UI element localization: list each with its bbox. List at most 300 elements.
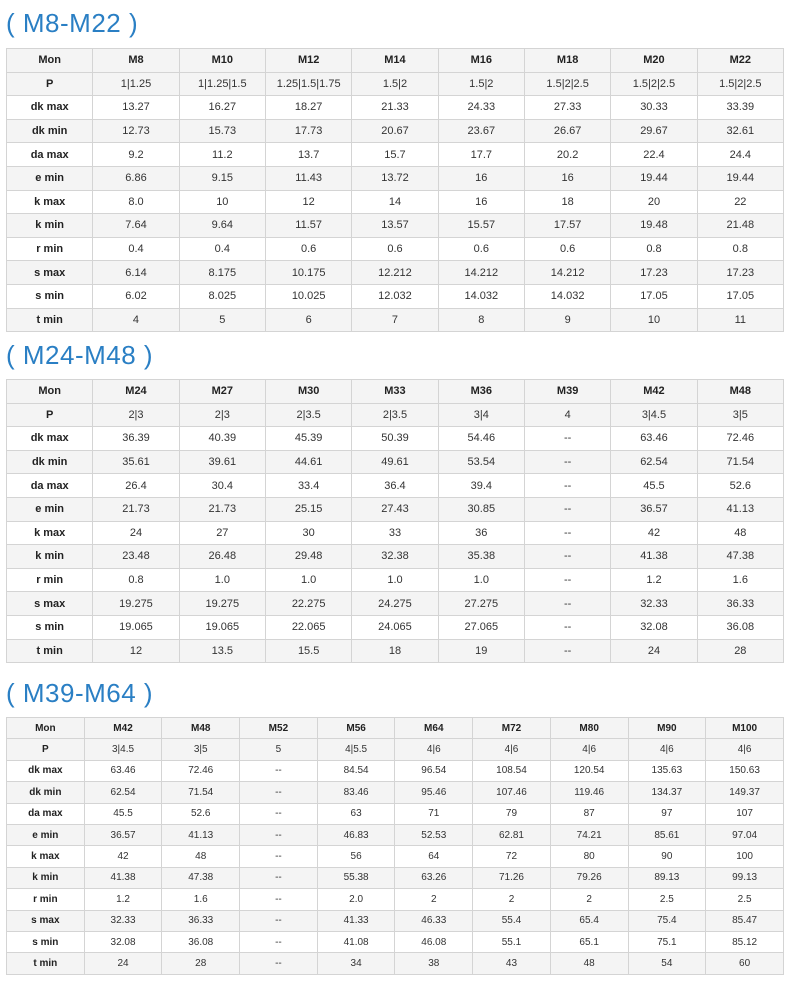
table-row [7,284,784,308]
column-header-size: M42 [84,718,162,739]
table-cell: 22.275 [265,592,351,616]
table-cell: 62.81 [473,824,551,845]
table-cell: 19.065 [179,615,265,639]
table-cell: 48 [162,846,240,867]
table-cell: 54 [628,953,706,974]
table-cell: 52.53 [395,824,473,845]
table-cell: 63.26 [395,867,473,888]
table-cell: 5 [240,739,318,760]
table-cell: 65.1 [550,931,628,952]
table-cell: 36.57 [84,824,162,845]
table-cell: 46.83 [317,824,395,845]
section-title-m8-m22: ( M8-M22 ) [6,8,139,38]
table-cell: 84.54 [317,760,395,781]
table-cell: 39.61 [179,450,265,474]
row-label: e min [7,824,85,845]
table-cell: 7 [352,308,438,332]
table-cell: -- [240,953,318,974]
row-label: da max [7,803,85,824]
table-cell: 11.57 [265,214,351,238]
table-cell: 52.6 [162,803,240,824]
table-cell: 11.43 [265,166,351,190]
table-cell: 6.14 [93,261,179,285]
table-cell: 39.4 [438,474,524,498]
column-header-mon: Mon [7,380,93,404]
table-cell: 1.2 [611,568,697,592]
table-cell: 19.275 [93,592,179,616]
table-row [7,803,784,824]
row-label: dk min [7,119,93,143]
table-cell: 1.2 [84,889,162,910]
table-cell: 1.0 [438,568,524,592]
column-header-size: M33 [352,380,438,404]
table-cell: 24 [84,953,162,974]
table-row [7,450,784,474]
table-cell: 28 [162,953,240,974]
table-cell: 16 [438,166,524,190]
table-row [7,427,784,451]
table-cell: 21.48 [697,214,783,238]
table-cell: 119.46 [550,782,628,803]
table-cell: 15.5 [265,639,351,663]
table-cell: 1.6 [162,889,240,910]
table-cell: 12.032 [352,284,438,308]
table-row [7,910,784,931]
table-cell: 1.5|2|2.5 [524,72,610,96]
table-cell: 1.6 [697,568,783,592]
table-row [7,308,784,332]
column-header-mon: Mon [7,718,85,739]
table-cell: 41.08 [317,931,395,952]
table-cell: 97.04 [706,824,784,845]
table-cell: 27.33 [524,96,610,120]
table-cell: 64 [395,846,473,867]
table-cell: -- [524,545,610,569]
table-cell: 55.38 [317,867,395,888]
table-cell: 46.33 [395,910,473,931]
table-row [7,497,784,521]
table-cell: 45.5 [611,474,697,498]
table-cell: 95.46 [395,782,473,803]
column-header-size: M80 [550,718,628,739]
table-cell: -- [524,615,610,639]
table-cell: 63 [317,803,395,824]
table-row [7,953,784,974]
table-cell: 8.0 [93,190,179,214]
column-header-size: M22 [697,49,783,73]
table-cell: 21.33 [352,96,438,120]
table-cell: 2.5 [628,889,706,910]
table-cell: -- [240,782,318,803]
table-cell: 30.4 [179,474,265,498]
table-cell: 10 [611,308,697,332]
table-cell: 13.5 [179,639,265,663]
table-cell: 19.275 [179,592,265,616]
row-label: da max [7,143,93,167]
table-cell: 89.13 [628,867,706,888]
row-label: k max [7,190,93,214]
table-cell: 2 [550,889,628,910]
row-label: dk max [7,760,85,781]
spec-table-m8-m22 [6,48,784,332]
table-cell: 34 [317,953,395,974]
row-label: P [7,739,85,760]
table-cell: -- [524,568,610,592]
table-row [7,867,784,888]
table-cell: 75.4 [628,910,706,931]
table-cell: 3|4.5 [84,739,162,760]
table-cell: 71.26 [473,867,551,888]
row-label: k min [7,867,85,888]
table-cell: 108.54 [473,760,551,781]
table-cell: 36.33 [697,592,783,616]
table-cell: 2.0 [317,889,395,910]
table-cell: 30.85 [438,497,524,521]
table-cell: 85.61 [628,824,706,845]
table-cell: 12 [93,639,179,663]
table-cell: 19.44 [697,166,783,190]
table-cell: 4|6 [473,739,551,760]
table-cell: -- [240,760,318,781]
table-cell: 44.61 [265,450,351,474]
table-cell: 1.0 [352,568,438,592]
table-cell: 71.54 [162,782,240,803]
table-cell: 107.46 [473,782,551,803]
table-cell: 8.025 [179,284,265,308]
table-cell: 36.33 [162,910,240,931]
table-cell: 20.67 [352,119,438,143]
column-header-size: M42 [611,380,697,404]
column-header-size: M24 [93,380,179,404]
table-cell: 14 [352,190,438,214]
table-cell: 4 [93,308,179,332]
table-cell: -- [240,824,318,845]
table-cell: 36.4 [352,474,438,498]
table-cell: -- [240,867,318,888]
column-header-mon: Mon [7,49,93,73]
table-cell: 17.7 [438,143,524,167]
table-cell: 15.57 [438,214,524,238]
spec-table-m24-m48 [6,379,784,663]
table-cell: 24.4 [697,143,783,167]
table-cell: 0.6 [438,237,524,261]
header-row [7,380,784,404]
table-cell: 17.05 [611,284,697,308]
table-cell: 19.065 [93,615,179,639]
row-label: dk max [7,96,93,120]
table-cell: 2.5 [706,889,784,910]
table-cell: 26.48 [179,545,265,569]
header-row [7,49,784,73]
table-cell: 0.4 [93,237,179,261]
column-header-size: M30 [265,380,351,404]
column-header-size: M64 [395,718,473,739]
table-cell: 97 [628,803,706,824]
table-cell: 2 [473,889,551,910]
table-cell: 83.46 [317,782,395,803]
column-header-size: M14 [352,49,438,73]
table-row [7,72,784,96]
table-cell: 8 [438,308,524,332]
table-cell: 46.08 [395,931,473,952]
table-cell: 9.2 [93,143,179,167]
table-row [7,846,784,867]
table-cell: 3|4 [438,403,524,427]
table-cell: 9.64 [179,214,265,238]
table-cell: 1|1.25|1.5 [179,72,265,96]
table-row [7,639,784,663]
table-cell: 36.08 [162,931,240,952]
table-cell: 10 [179,190,265,214]
table-cell: -- [524,521,610,545]
row-label: r min [7,237,93,261]
table-cell: 6.86 [93,166,179,190]
table-row [7,824,784,845]
table-cell: 42 [84,846,162,867]
table-row [7,96,784,120]
table-cell: 4|6 [706,739,784,760]
table-row [7,237,784,261]
table-cell: 10.025 [265,284,351,308]
table-cell: 41.38 [611,545,697,569]
table-cell: 30 [265,521,351,545]
table-cell: 4|6 [628,739,706,760]
table-cell: 27.275 [438,592,524,616]
table-cell: 13.57 [352,214,438,238]
table-cell: 2|3 [93,403,179,427]
row-label: k max [7,521,93,545]
table-cell: 53.54 [438,450,524,474]
table-cell: 12 [265,190,351,214]
table-cell: 90 [628,846,706,867]
table-cell: 25.15 [265,497,351,521]
table-cell: 79 [473,803,551,824]
table-cell: 62.54 [611,450,697,474]
table-cell: 26.4 [93,474,179,498]
table-cell: 1.5|2 [438,72,524,96]
table-cell: 32.08 [611,615,697,639]
table-cell: 18 [352,639,438,663]
table-row [7,166,784,190]
row-label: s min [7,615,93,639]
table-cell: 27.065 [438,615,524,639]
table-cell: 60 [706,953,784,974]
column-header-size: M27 [179,380,265,404]
row-label: s min [7,284,93,308]
section-title-m24-m48: ( M24-M48 ) [6,340,154,370]
table-cell: 13.72 [352,166,438,190]
table-cell: 63.46 [611,427,697,451]
row-label: da max [7,474,93,498]
table-row [7,403,784,427]
table-cell: 17.57 [524,214,610,238]
column-header-size: M10 [179,49,265,73]
table-cell: 33 [352,521,438,545]
table-cell: 1.0 [179,568,265,592]
table-cell: 72.46 [697,427,783,451]
table-cell: 87 [550,803,628,824]
table-cell: 0.8 [611,237,697,261]
table-cell: 9.15 [179,166,265,190]
table-cell: 55.1 [473,931,551,952]
table-cell: 1|1.25 [93,72,179,96]
table-cell: 0.6 [352,237,438,261]
table-cell: 27 [179,521,265,545]
table-cell: 72 [473,846,551,867]
column-header-size: M39 [524,380,610,404]
table-cell: 12.73 [93,119,179,143]
table-cell: 16 [438,190,524,214]
table-cell: 13.7 [265,143,351,167]
table-cell: 19.48 [611,214,697,238]
table-row [7,615,784,639]
row-label: e min [7,497,93,521]
table-cell: 22.4 [611,143,697,167]
table-row [7,568,784,592]
row-label: k min [7,214,93,238]
table-cell: 8.175 [179,261,265,285]
table-cell: 11.2 [179,143,265,167]
table-cell: -- [524,450,610,474]
column-header-size: M20 [611,49,697,73]
table-cell: 41.33 [317,910,395,931]
table-cell: 17.05 [697,284,783,308]
table-cell: 13.27 [93,96,179,120]
table-cell: 1.5|2|2.5 [697,72,783,96]
row-label: P [7,403,93,427]
row-label: s max [7,261,93,285]
column-header-size: M12 [265,49,351,73]
table-cell: 19 [438,639,524,663]
table-cell: 17.23 [697,261,783,285]
table-cell: 36.39 [93,427,179,451]
table-cell: 26.67 [524,119,610,143]
table-cell: 1.0 [265,568,351,592]
table-cell: 45.39 [265,427,351,451]
table-cell: -- [524,474,610,498]
table-cell: 12.212 [352,261,438,285]
column-header-size: M8 [93,49,179,73]
column-header-size: M52 [240,718,318,739]
row-label: e min [7,166,93,190]
table-cell: 3|5 [697,403,783,427]
table-cell: 32.61 [697,119,783,143]
table-cell: 2|3.5 [352,403,438,427]
table-cell: 71.54 [697,450,783,474]
table-cell: 0.8 [93,568,179,592]
table-row [7,889,784,910]
table-cell: 2|3 [179,403,265,427]
table-cell: 33.39 [697,96,783,120]
table-cell: 32.38 [352,545,438,569]
row-label: dk max [7,427,93,451]
table-cell: 24.33 [438,96,524,120]
table-row [7,474,784,498]
table-row [7,739,784,760]
table-cell: 18.27 [265,96,351,120]
table-cell: 35.38 [438,545,524,569]
table-cell: 20.2 [524,143,610,167]
table-cell: 14.032 [524,284,610,308]
table-cell: 41.13 [162,824,240,845]
table-cell: 23.67 [438,119,524,143]
table-row [7,931,784,952]
table-cell: 48 [697,521,783,545]
table-cell: 41.13 [697,497,783,521]
table-cell: 47.38 [162,867,240,888]
table-cell: 3|4.5 [611,403,697,427]
column-header-size: M48 [162,718,240,739]
table-cell: 15.7 [352,143,438,167]
table-cell: 33.4 [265,474,351,498]
row-label: t min [7,953,85,974]
table-cell: 24 [93,521,179,545]
row-label: dk min [7,782,85,803]
table-cell: 4|6 [550,739,628,760]
table-cell: -- [524,497,610,521]
table-cell: 85.12 [706,931,784,952]
table-cell: 52.6 [697,474,783,498]
table-cell: 4|6 [395,739,473,760]
table-cell: 6.02 [93,284,179,308]
table-cell: 36.57 [611,497,697,521]
table-cell: 41.38 [84,867,162,888]
table-cell: 150.63 [706,760,784,781]
header-row [7,718,784,739]
row-label: r min [7,889,85,910]
table-cell: 0.6 [524,237,610,261]
table-cell: 0.8 [697,237,783,261]
column-header-size: M18 [524,49,610,73]
table-cell: 11 [697,308,783,332]
table-cell: 80 [550,846,628,867]
table-cell: 29.67 [611,119,697,143]
table-cell: 32.33 [611,592,697,616]
row-label: r min [7,568,93,592]
table-cell: 99.13 [706,867,784,888]
table-cell: -- [524,639,610,663]
row-label: s max [7,910,85,931]
table-cell: 75.1 [628,931,706,952]
row-label: t min [7,308,93,332]
table-cell: 30.33 [611,96,697,120]
table-cell: 72.46 [162,760,240,781]
table-cell: 63.46 [84,760,162,781]
table-cell: 71 [395,803,473,824]
table-cell: -- [240,846,318,867]
table-cell: 32.08 [84,931,162,952]
column-header-size: M72 [473,718,551,739]
table-cell: 27.43 [352,497,438,521]
table-cell: 19.44 [611,166,697,190]
table-cell: 50.39 [352,427,438,451]
table-row [7,261,784,285]
table-cell: 62.54 [84,782,162,803]
row-label: t min [7,639,93,663]
table-cell: 48 [550,953,628,974]
spec-table-m39-m64 [6,717,784,975]
table-cell: 38 [395,953,473,974]
table-cell: -- [524,427,610,451]
table-row [7,592,784,616]
row-label: P [7,72,93,96]
table-cell: 28 [697,639,783,663]
table-cell: -- [524,592,610,616]
table-cell: 24 [611,639,697,663]
table-cell: 36 [438,521,524,545]
table-cell: 65.4 [550,910,628,931]
row-label: s max [7,592,93,616]
